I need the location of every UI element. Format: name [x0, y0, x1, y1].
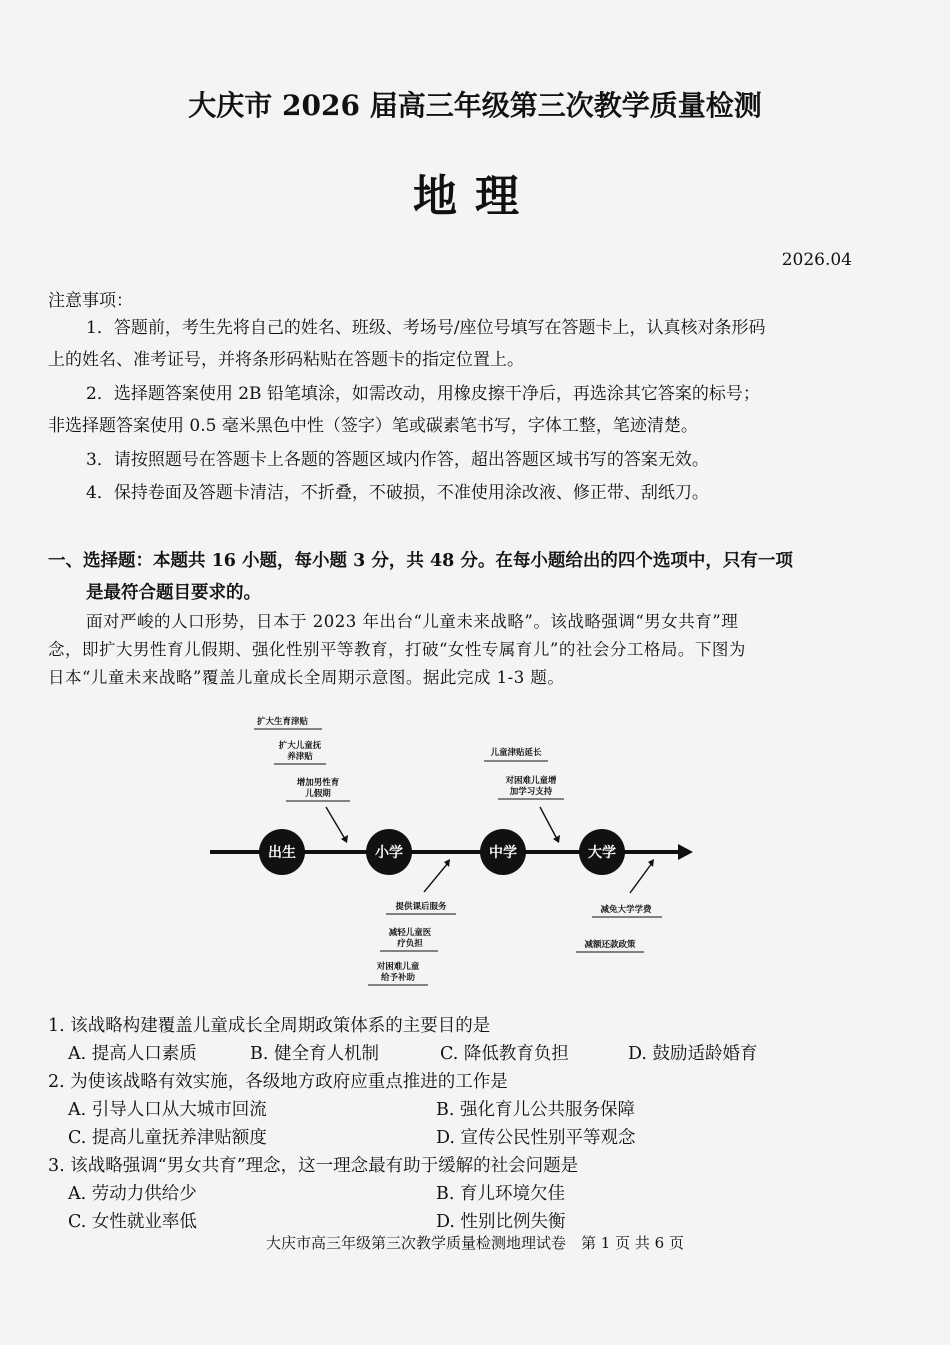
- question-2-option-c: C. 提高儿童抚养津贴额度: [68, 1128, 267, 1148]
- policy-birth-allowance: 扩大生育津贴: [257, 717, 309, 727]
- policy-hardship-subsidy-l2: 给予补助: [380, 973, 416, 983]
- question-1-option-a: A. 提高人口素质: [68, 1044, 197, 1064]
- exam-title: 大庆市 2026 届高三年级第三次教学质量检测: [188, 89, 762, 122]
- notice-item-1-line1: 1．答题前，考生先将自己的姓名、班级、考场号/座位号填写在答题卡上，认真核对条形码: [86, 318, 766, 338]
- page-footer: 大庆市高三年级第三次教学质量检测地理试卷 第 1 页 共 6 页: [266, 1234, 684, 1252]
- policy-hardship-subsidy-l1: 对困难儿童: [376, 962, 420, 972]
- policy-after-school: 提供课后服务: [395, 902, 447, 912]
- notice-heading: 注意事项：: [48, 291, 133, 311]
- intro-line-1: 面对严峻的人口形势，日本于 2023 年出台“儿童未来战略”。该战略强调“男女共育”理: [86, 612, 739, 631]
- question-3-stem: 3. 该战略强调“男女共育”理念，这一理念最有助于缓解的社会问题是: [48, 1156, 579, 1176]
- notice-item-3: 3．请按照题号在答题卡上各题的答题区域内作答，超出答题区域书写的答案无效。: [86, 450, 709, 470]
- pointer-arrow-1: [326, 807, 345, 839]
- subject-title: 地理: [413, 171, 537, 222]
- policy-child-support-l2: 养津贴: [287, 752, 313, 762]
- policy-medical-burden-l1: 减轻儿童医: [388, 928, 432, 938]
- question-1-option-b: B. 健全育人机制: [250, 1044, 379, 1064]
- stage-university-label: 大学: [588, 845, 616, 861]
- question-1-option-d: D. 鼓励适龄婚育: [628, 1044, 758, 1064]
- timeline-arrowhead: [678, 844, 693, 860]
- policy-paternity-leave-l2: 儿假期: [305, 789, 331, 799]
- section-heading-line2: 是最符合题目要求的。: [86, 583, 261, 603]
- question-2-option-b: B. 强化育儿公共服务保障: [436, 1100, 635, 1120]
- question-2-stem: 2. 为使该战略有效实施，各级地方政府应重点推进的工作是: [48, 1072, 508, 1092]
- pointer-arrow-4: [630, 863, 652, 893]
- policy-paternity-leave-l1: 增加男性育: [296, 778, 340, 788]
- notice-item-2-line2: 非选择题答案使用 0.5 毫米黑色中性（签字）笔或碳素笔书写，字体工整，笔迹清楚。: [48, 416, 698, 436]
- stage-birth-label: 出生: [268, 845, 296, 861]
- stage-middle-label: 中学: [489, 845, 517, 861]
- question-3-option-d: D. 性别比例失衡: [436, 1212, 566, 1232]
- policy-medical-burden-l2: 疗负担: [397, 939, 423, 949]
- pointer-arrow-3: [424, 863, 448, 892]
- notice-item-1-line2: 上的姓名、准考证号，并将条形码粘贴在答题卡的指定位置上。: [48, 350, 524, 370]
- question-2-option-d: D. 宣传公民性别平等观念: [436, 1128, 636, 1148]
- policy-tuition-waiver: 减免大学学费: [600, 905, 652, 915]
- policy-learning-support-l2: 加学习支持: [509, 787, 553, 797]
- stage-primary-label: 小学: [375, 845, 403, 861]
- question-1-stem: 1. 该战略构建覆盖儿童成长全周期政策体系的主要目的是: [48, 1016, 491, 1036]
- question-2-option-a: A. 引导人口从大城市回流: [68, 1100, 267, 1120]
- pointer-arrow-2: [540, 807, 557, 839]
- question-3-option-c: C. 女性就业率低: [68, 1212, 197, 1232]
- policy-timeline-diagram: [190, 705, 710, 995]
- notice-item-4: 4．保持卷面及答题卡清洁，不折叠，不破损，不准使用涂改液、修正带、刮纸刀。: [86, 483, 709, 503]
- notice-item-2-line1: 2．选择题答案使用 2B 铅笔填涂，如需改动，用橡皮擦干净后，再选涂其它答案的标号；: [86, 384, 760, 404]
- question-3-option-b: B. 育儿环境欠佳: [436, 1184, 565, 1204]
- policy-child-support-l1: 扩大儿童抚: [278, 741, 322, 751]
- policy-allowance-extension: 儿童津贴延长: [490, 748, 542, 758]
- section-heading-line1: 一、选择题：本题共 16 小题，每小题 3 分，共 48 分。在每小题给出的四个选项中，只有一项: [48, 551, 793, 571]
- policy-repayment-reduction: 减额还款政策: [584, 940, 636, 950]
- policy-learning-support-l1: 对困难儿童增: [505, 776, 557, 786]
- exam-date: 2026.04: [781, 250, 852, 270]
- intro-line-3: 日本“儿童未来战略”覆盖儿童成长全周期示意图。据此完成 1-3 题。: [48, 668, 565, 687]
- question-3-option-a: A. 劳动力供给少: [68, 1184, 197, 1204]
- question-1-option-c: C. 降低教育负担: [440, 1044, 569, 1064]
- intro-line-2: 念，即扩大男性育儿假期、强化性别平等教育，打破“女性专属育儿”的社会分工格局。下图为: [48, 640, 746, 659]
